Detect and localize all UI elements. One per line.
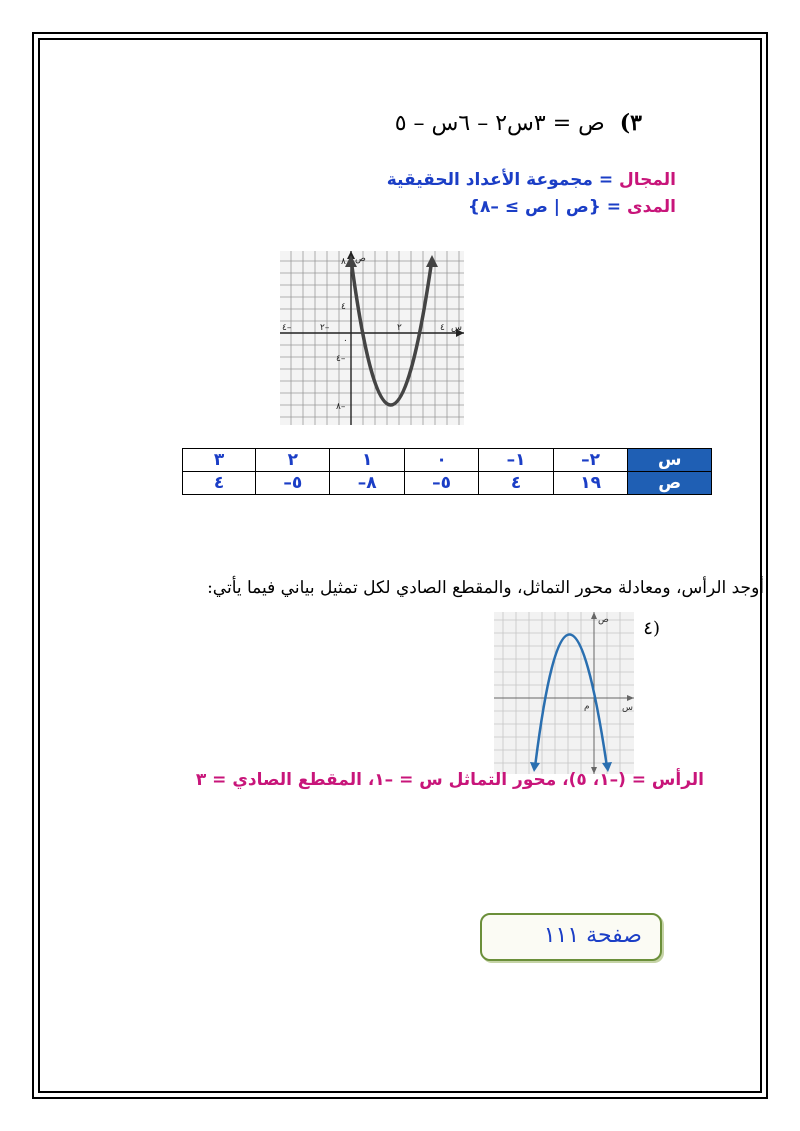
table-cell: ٨– [330,472,404,495]
table-cell: ٤ [183,472,256,495]
domain-line [387,170,676,190]
range-value: {ص | ص ≥ –٨} [467,197,601,217]
instruction-text: أوجد الرأس، ومعادلة محور التماثل، والمقطع الصادي لكل تمثيل بياني فيما يأتي: [207,578,764,598]
table-cell: ٤ [479,472,553,495]
table-cell: ٠ [404,449,478,472]
tick-y-neg4: ٤– [336,354,346,364]
tick-x-4: ٤ [440,323,445,333]
values-table [182,448,712,495]
table-row-y [183,472,712,495]
equation: ص = ٣س٢ – ٦س – ٥ [394,111,605,136]
range-eq: = [600,197,627,217]
table-cell: ٥– [404,472,478,495]
problem-3-equation [395,110,642,136]
table-cell: ٢– [553,449,628,472]
domain-label: المجال [619,170,676,190]
tick-x-neg2: ٢– [320,323,330,333]
tick-x-2: ٢ [397,323,402,333]
table-cell: ١– [479,449,553,472]
table-cell: ١ [330,449,404,472]
y-axis-label: ص [355,254,366,264]
problem-4-number: ٤) [643,618,660,639]
answer-4: الرأس = (–١، ٥)، محور التماثل س = –١، المقطع الصادي = ٣ [195,770,704,790]
page-number-badge [480,913,662,961]
parabola-graph-1 [280,251,464,425]
page-number-text: صفحة ١١١ [543,923,642,948]
problem-number: ٣) [619,110,642,136]
domain-eq: = [592,170,619,190]
table-header-x: س [628,449,712,472]
tick-y-8: ٨ [341,257,346,267]
y-axis-label: ص [598,615,609,625]
tick-origin: ٠ [343,336,348,346]
table-cell: ٥– [256,472,330,495]
range-label: المدى [626,197,676,217]
parabola-graph-2 [494,612,634,774]
x-axis-label: س [451,323,462,333]
range-line [468,197,676,217]
table-cell: ١٩ [553,472,628,495]
x-axis-label: س [622,703,633,713]
tick-y-neg8: ٨– [336,402,346,412]
table-header-y: ص [628,472,712,495]
table-cell: ٢ [256,449,330,472]
tick-x-neg4: ٤– [282,323,292,333]
graph-background [280,251,464,425]
tick-y-4: ٤ [341,302,346,312]
table-cell: ٣ [183,449,256,472]
origin-label: م [584,702,590,712]
domain-value: مجموعة الأعداد الحقيقية [386,170,593,190]
table-row-x [183,449,712,472]
